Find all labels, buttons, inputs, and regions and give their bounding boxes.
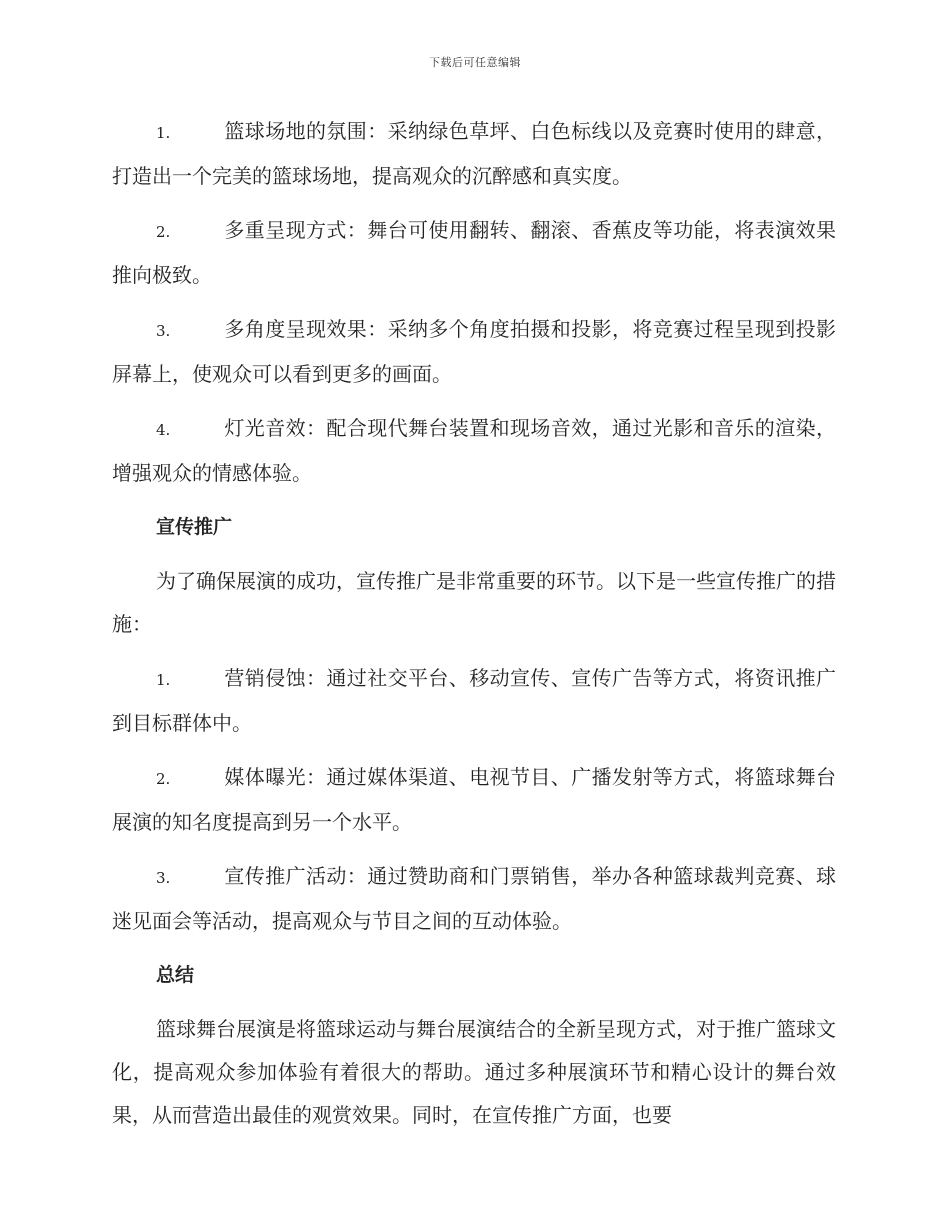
section-heading-summary: 总结 [156, 964, 195, 986]
list-item [112, 756, 836, 844]
document-body [112, 110, 836, 1148]
list-text: 多重呈现方式：舞台可使用翻转、翻滚、香蕉皮等功能，将表演效果推向极致。 [112, 218, 836, 287]
list-number: 4. [156, 421, 171, 439]
list-text: 营销侵蚀：通过社交平台、移动宣传、宣传广告等方式，将资讯推广到目标群体中。 [112, 666, 836, 735]
list-text: 宣传推广活动：通过赞助商和门票销售，举办各种篮球裁判竞赛、球迷见面会等活动，提高观众与节目之间的互动体验。 [112, 864, 836, 933]
section-heading-promotion: 宣传推广 [156, 516, 233, 538]
list-item [112, 855, 836, 943]
list-item [112, 110, 836, 198]
list-number: 1. [156, 124, 171, 142]
list-item [112, 407, 836, 495]
list-item [112, 657, 836, 745]
list-text: 多角度呈现效果：采纳多个角度拍摄和投影，将竞赛过程呈现到投影屏幕上，使观众可以看到更多的画面。 [112, 317, 836, 386]
list-text: 媒体曝光：通过媒体渠道、电视节目、广播发射等方式，将篮球舞台展演的知名度提高到另一个水平。 [112, 765, 836, 834]
list-number: 3. [156, 322, 171, 340]
summary-body: 篮球舞台展演是将篮球运动与舞台展演结合的全新呈现方式，对于推广篮球文化，提高观众参加体验有着很大的帮助。通过多种展演环节和精心设计的舞台效果，从而营造出最佳的观赏效果。同时，在宣传推广方面，也要 [112, 1017, 836, 1127]
list-number: 2. [156, 770, 171, 788]
list-item [112, 209, 836, 297]
list-number: 2. [156, 223, 171, 241]
page-header: 下载后可任意编辑 [429, 56, 521, 69]
list-text: 篮球场地的氛围：采纳绿色草坪、白色标线以及竞赛时使用的肆意，打造出一个完美的篮球场地，提高观众的沉醉感和真实度。 [112, 119, 836, 188]
list-number: 3. [156, 869, 171, 887]
promotion-intro: 为了确保展演的成功，宣传推广是非常重要的环节。以下是一些宣传推广的措施： [112, 569, 836, 636]
list-item [112, 308, 836, 396]
list-text: 灯光音效：配合现代舞台装置和现场音效，通过光影和音乐的渲染，增强观众的情感体验。 [112, 416, 836, 485]
list-number: 1. [156, 671, 171, 689]
